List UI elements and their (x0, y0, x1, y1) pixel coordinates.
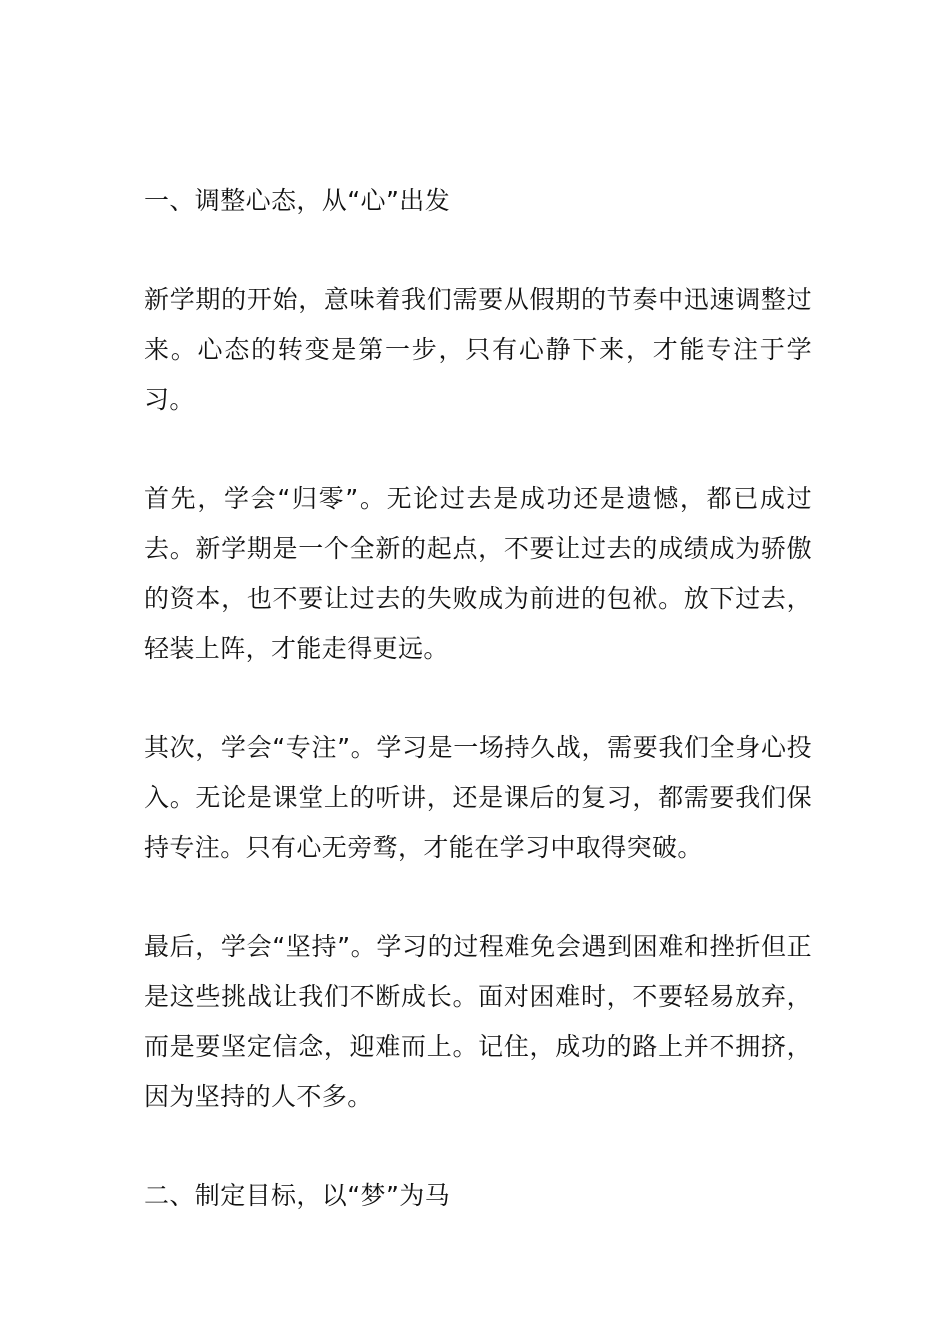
document-body (144, 176, 812, 1221)
paragraph-persist: 最后，学会“坚持”。学习的过程难免会遇到困难和挫折但正是这些挑战让我们不断成长。面对困难时，不要轻易放弃，而是要坚定信念，迎难而上。记住，成功的路上并不拥挤，因为坚持的人不多。 (144, 932, 812, 1111)
paragraph-intro: 新学期的开始，意味着我们需要从假期的节奏中迅速调整过来。心态的转变是第一步，只有心静下来，才能专注于学习。 (144, 285, 812, 414)
paragraph-spacer (144, 674, 812, 723)
section-heading-2: 二、制定目标，以“梦”为马 (144, 1181, 451, 1210)
paragraph-spacer (144, 226, 812, 275)
paragraph-reset: 首先，学会“归零”。无论过去是成功还是遗憾，都已成过去。新学期是一个全新的起点，不要让过去的成绩成为骄傲的资本，也不要让过去的失败成为前进的包袱。放下过去，轻装上阵，才能走得更远。 (144, 484, 812, 663)
paragraph-focus: 其次，学会“专注”。学习是一场持久战，需要我们全身心投入。无论是课堂上的听讲，还是课后的复习，都需要我们保持专注。只有心无旁骛，才能在学习中取得突破。 (144, 733, 812, 862)
paragraph-spacer (144, 1122, 812, 1171)
section-heading-1: 一、调整心态，从“心”出发 (144, 186, 451, 215)
paragraph-spacer (144, 425, 812, 474)
paragraph-spacer (144, 873, 812, 922)
